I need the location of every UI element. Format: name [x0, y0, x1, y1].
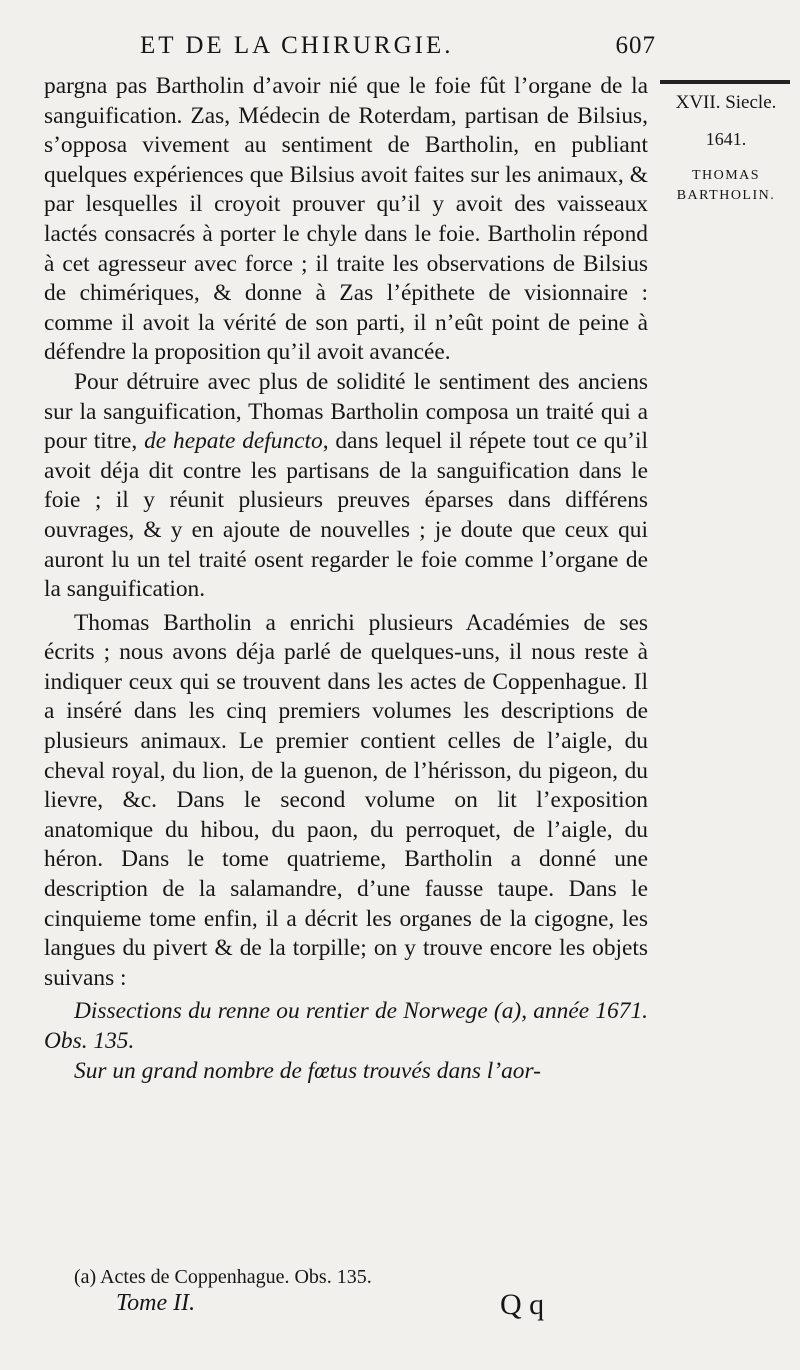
paragraph-1: pargna pas Bartholin d’avoir nié que le foie fût l’organe de la sanguification. Zas, Médecin de Roterdam, partisan de Bilsius, s’opposa vivement au sentiment de Bartholin, en publiant quelques expériences que Bilsius avoit faites sur les animaux, & par lesquelles il croyoit prouver qu’il y avoit des vaisseaux lactés consacrés à porter le chyle dans le foie. Bartholin répond à cet agresseur avec force ; il traite les observations de Bilsius de chimériques, & donne à Zas l’épithete de visionnaire : comme il avoit la vérité de son parti, il n’eût point de peine à défendre la proposition qu’il avoit avancée. [44, 73, 648, 366]
paragraph-2-italic-title: de hepate defuncto [144, 428, 323, 455]
paragraph-2 [44, 368, 648, 605]
margin-year: 1641. [705, 129, 747, 149]
running-header [140, 32, 660, 66]
signature-mark: Q q [500, 1288, 545, 1321]
margin-note [652, 80, 800, 206]
paragraph-5-italic: Sur un grand nombre de fœtus trouvés dans l’aor- [74, 1057, 541, 1084]
margin-century: XVII. Siecle. [675, 92, 777, 113]
paragraph-2-end: , dans lequel il répete tout ce qu’il avoit déja dit contre les partisans de la sanguification dans le foie ; il y réunit plusieurs preuves éparses dans différens ouvrages, & y en ajoute de nouvelles ; je doute que ceux qui auront lu un tel traité osent regarder le foie comme l’organe de la sanguification. [44, 428, 648, 603]
margin-name [652, 166, 800, 206]
paragraph-2-start: Pour détruire avec plus de solidité le sentiment des anciens sur la sanguification, Thomas Bartholin composa un traité qui a pour titre, [44, 368, 648, 455]
paragraph-5 [44, 1057, 648, 1087]
body-text [44, 72, 648, 1086]
margin-name-line2: BARTHOLIN. [676, 188, 776, 203]
page-number: 607 [615, 32, 656, 59]
margin-name-line1: THOMAS [691, 168, 761, 183]
paragraph-3: Thomas Bartholin a enrichi plusieurs Académies de ses écrits ; nous avons déja parlé de quelques-uns, il nous reste à indiquer ceux qui se trouvent dans les actes de Coppenhague. Il a inséré dans les cinq premiers volumes les descriptions de plusieurs animaux. Le premier contient celles de l’aigle, du cheval royal, du lion, de la guenon, de l’hérisson, du pigeon, du lievre, &c. Dans le second volume on lit l’exposition anatomique du hibou, du paon, du perroquet, de l’aigle, du héron. Dans le tome quatrieme, Bartholin a donné une description de la salamandre, d’une fausse taupe. Dans le cinquieme tome enfin, il a décrit les organes de la cigogne, les langues du pivert & de la torpille; on y trouve encore les objets suivans : [44, 609, 648, 991]
tome-signature: Tome II. [116, 1290, 196, 1316]
paragraph-4 [44, 997, 648, 1056]
header-title: ET DE LA CHIRURGIE. [140, 32, 454, 59]
footnote: (a) Actes de Coppenhague. Obs. 135. [74, 1266, 372, 1288]
margin-rule [660, 80, 790, 84]
paragraph-4-italic: Dissections du renne ou rentier de Norwege (a), année 1671. Obs. 135. [44, 998, 648, 1054]
